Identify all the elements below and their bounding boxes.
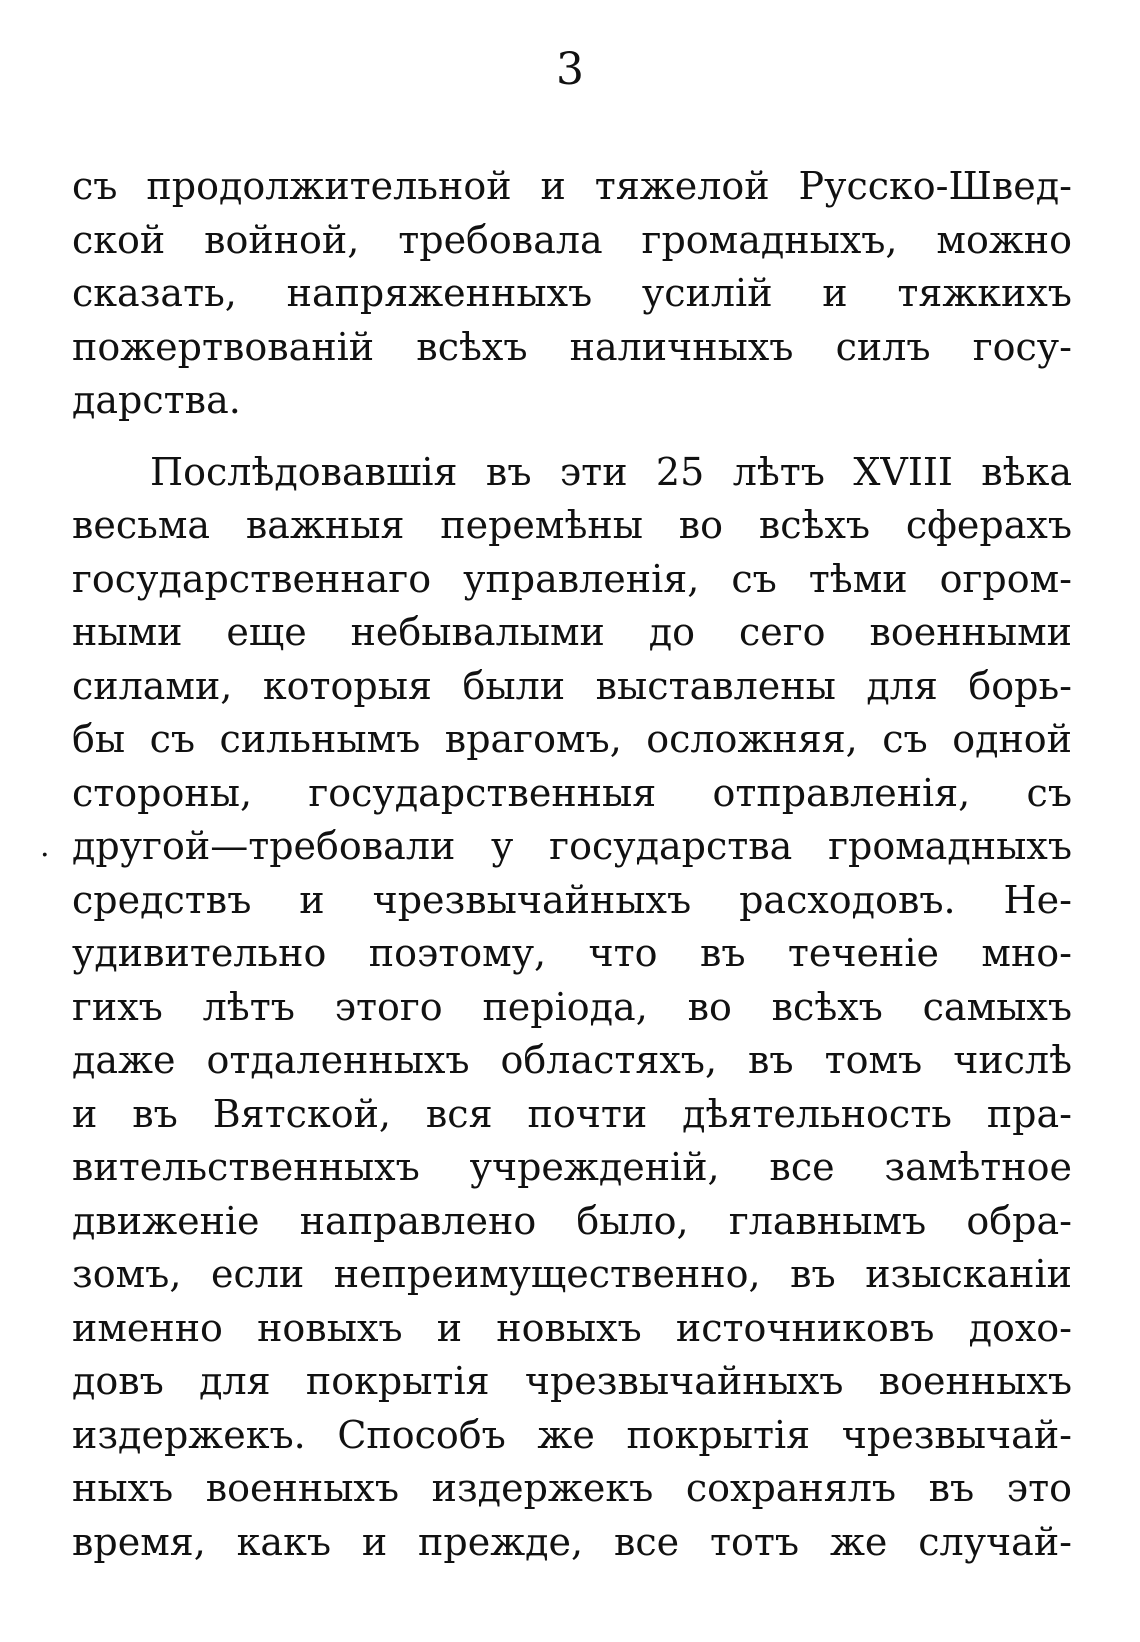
text-line: именно новыхъ и новыхъ источниковъ дохо-: [72, 1305, 1072, 1350]
text-line: пожертвованій всѣхъ наличныхъ силъ госу-: [72, 324, 1072, 369]
text-line: ской войной, требовала громадныхъ, можно: [72, 217, 1072, 262]
paragraph-1: [72, 160, 1072, 428]
text-line: силами, которыя были выставлены для борь-: [72, 663, 1072, 708]
text-line: Послѣдовавшія въ эти 25 лѣтъ XVIII вѣка: [150, 449, 1072, 494]
text-line: ными еще небывалыми до сего военными: [72, 610, 1072, 654]
margin-mark: .: [40, 829, 50, 864]
text-line: другой—требовали у государства громадныхъ: [72, 824, 1072, 868]
text-line: даже отдаленныхъ областяхъ, въ томъ числѣ: [72, 1038, 1072, 1082]
text-line: бы съ сильнымъ врагомъ, осложняя, съ одной: [72, 717, 1072, 761]
text-line: весьма важныя перемѣны во всѣхъ сферахъ: [72, 503, 1072, 547]
text-line: время, какъ и прежде, все тотъ же случай-: [72, 1519, 1072, 1564]
page-number: 3: [556, 44, 584, 95]
text-line: вительственныхъ учрежденій, все замѣтное: [72, 1145, 1072, 1189]
text-line: государственнаго управленія, съ тѣми огром-: [72, 556, 1072, 601]
text-line: издержекъ. Способъ же покрытія чрезвычай-: [72, 1412, 1072, 1457]
text-line: довъ для покрытія чрезвычайныхъ военныхъ: [72, 1359, 1072, 1403]
text-line: удивительно поэтому, что въ теченіе мно-: [72, 931, 1072, 975]
text-line: сказать, напряженныхъ усилій и тяжкихъ: [72, 271, 1072, 315]
text-line: ныхъ военныхъ издержекъ сохранялъ въ это: [72, 1466, 1072, 1510]
paragraph-2: [72, 446, 1072, 1570]
text-line: движеніе направлено было, главнымъ обра-: [72, 1198, 1072, 1243]
body-text: [72, 160, 1072, 1569]
text-line: гихъ лѣтъ этого періода, во всѣхъ самыхъ: [72, 984, 1072, 1029]
text-line: зомъ, если непреимущественно, въ изысканіи: [72, 1252, 1072, 1296]
paragraph-gap: [72, 428, 1072, 446]
text-line: стороны, государственныя отправленія, съ: [72, 770, 1072, 815]
text-line: средствъ и чрезвычайныхъ расходовъ. Не-: [72, 877, 1072, 922]
text-line: дарства.: [72, 378, 241, 422]
text-line: съ продолжительной и тяжелой Русско-Швед-: [72, 164, 1072, 208]
text-line: и въ Вятской, вся почти дѣятельность пра-: [72, 1091, 1072, 1136]
